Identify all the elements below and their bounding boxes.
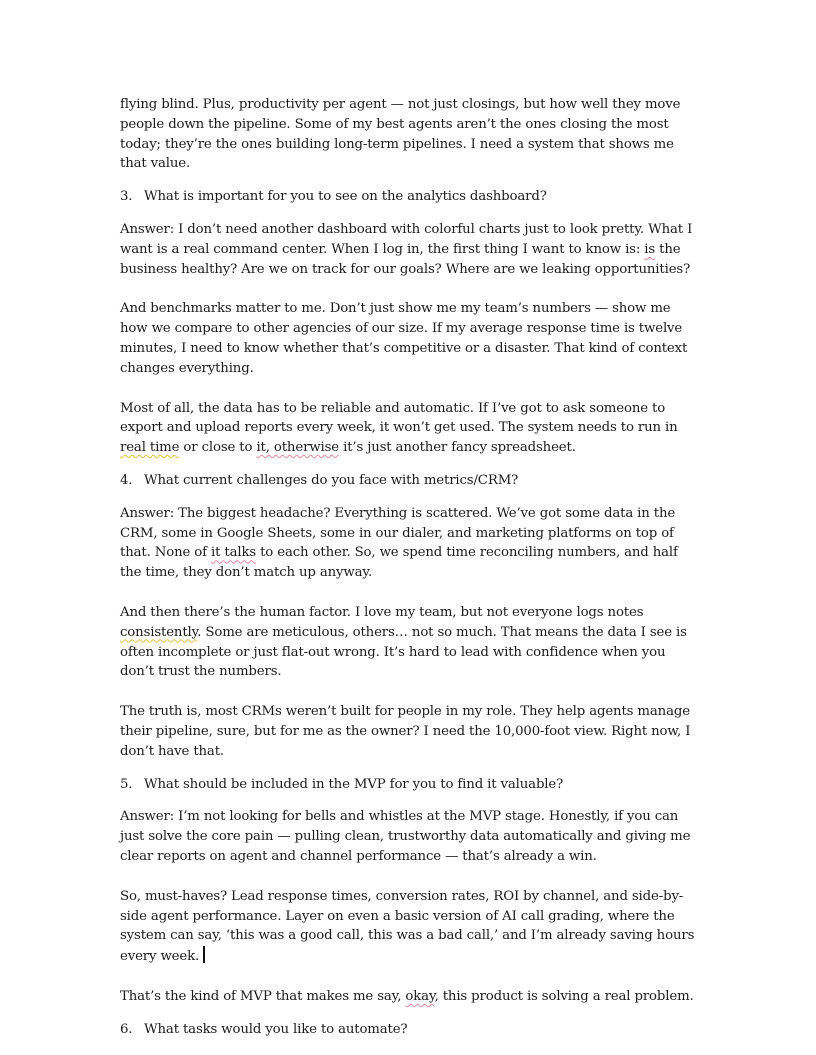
question-number: 6. [120, 1021, 133, 1037]
grammar-flag[interactable]: consistently [120, 624, 198, 640]
spelling-flag[interactable]: it, otherwise [256, 440, 340, 456]
text-cursor [203, 946, 205, 963]
question-text: What is important for you to see on the analytics dashboard? [144, 189, 547, 205]
question-number: 4. [120, 472, 133, 488]
question-number: 3. [120, 189, 133, 205]
spelling-flag[interactable]: okay [405, 988, 435, 1004]
question-3 [120, 187, 698, 207]
answer-3-paragraph-2: And benchmarks matter to me. Don’t just show me my team’s numbers — show me how we compare to other agencies of our size. If my average response time is twelve minutes, I need to know whether that’s competitive or a disaster. That kind of context changes everything. [120, 301, 688, 376]
question-4 [120, 471, 698, 491]
question-6 [120, 1020, 698, 1040]
answer-5-paragraph-3: That’s the kind of MVP that makes me say, okay, this product is solving a real problem. [120, 988, 694, 1004]
question-text: What current challenges do you face with metrics/CRM? [144, 472, 519, 488]
spelling-flag[interactable]: it talks [211, 545, 257, 561]
answer-3-paragraph-3: Most of all, the data has to be reliable and automatic. If I’ve got to ask someone to export and upload reports every week, it won’t get used. The system needs to run in real time or close to it, otherwise it’s just another fancy spreadsheet. [120, 400, 678, 456]
question-5 [120, 775, 698, 795]
document-body[interactable] [120, 95, 698, 1052]
answer-3-paragraph-1: Answer: I don’t need another dashboard with colorful charts just to look pretty. What I want is a real command center. When I log in, the first thing I want to know is: is the business healthy? Are we on track for our goals? Where are we leaking opportunities? [120, 221, 693, 277]
answer-4-paragraph-3: The truth is, most CRMs weren’t built for people in my role. They help agents manage their pipeline, sure, but for me as the owner? I need the 10,000-foot view. Right now, I don’t have that. [120, 704, 691, 759]
answer-5-paragraph-1: Answer: I’m not looking for bells and whistles at the MVP stage. Honestly, if you can just solve the core pain — pulling clean, trustworthy data automatically and giving me clear reports on agent and channel performance — that’s already a win. [120, 809, 691, 864]
paragraph-pipeline-value: flying blind. Plus, productivity per agent — not just closings, but how well they move people down the pipeline. Some of my best agents aren’t the ones closing the most today; they’re the ones building long-term pipelines. I need a system that shows me that value. [120, 97, 681, 172]
grammar-flag[interactable]: real time [120, 440, 180, 456]
question-number: 5. [120, 776, 133, 792]
question-text: What should be included in the MVP for you to find it valuable? [144, 776, 564, 792]
answer-4-paragraph-2: And then there’s the human factor. I love my team, but not everyone logs notes consistently. Some are meticulous, others… not so much. That means the data I see is often incomplete or just flat-out wrong. It’s hard to lead with confidence when you don’t trust the numbers. [120, 604, 687, 680]
answer-4-paragraph-1: Answer: The biggest headache? Everything is scattered. We’ve got some data in the CRM, some in Google Sheets, some in our dialer, and marketing platforms on top of that. None of it talks to each other. So, we spend time reconciling numbers, and half the time, they don’t match up anyway. [120, 505, 678, 581]
spelling-flag[interactable]: is [644, 241, 656, 257]
question-text: What tasks would you like to automate? [144, 1021, 408, 1037]
answer-5-paragraph-2: So, must-haves? Lead response times, conversion rates, ROI by channel, and side-by-side agent performance. Layer on even a basic version of AI call grading, where the system can say, ‘this was a good call, this was a bad call,’ and I’m already saving hours every week. [120, 888, 695, 965]
